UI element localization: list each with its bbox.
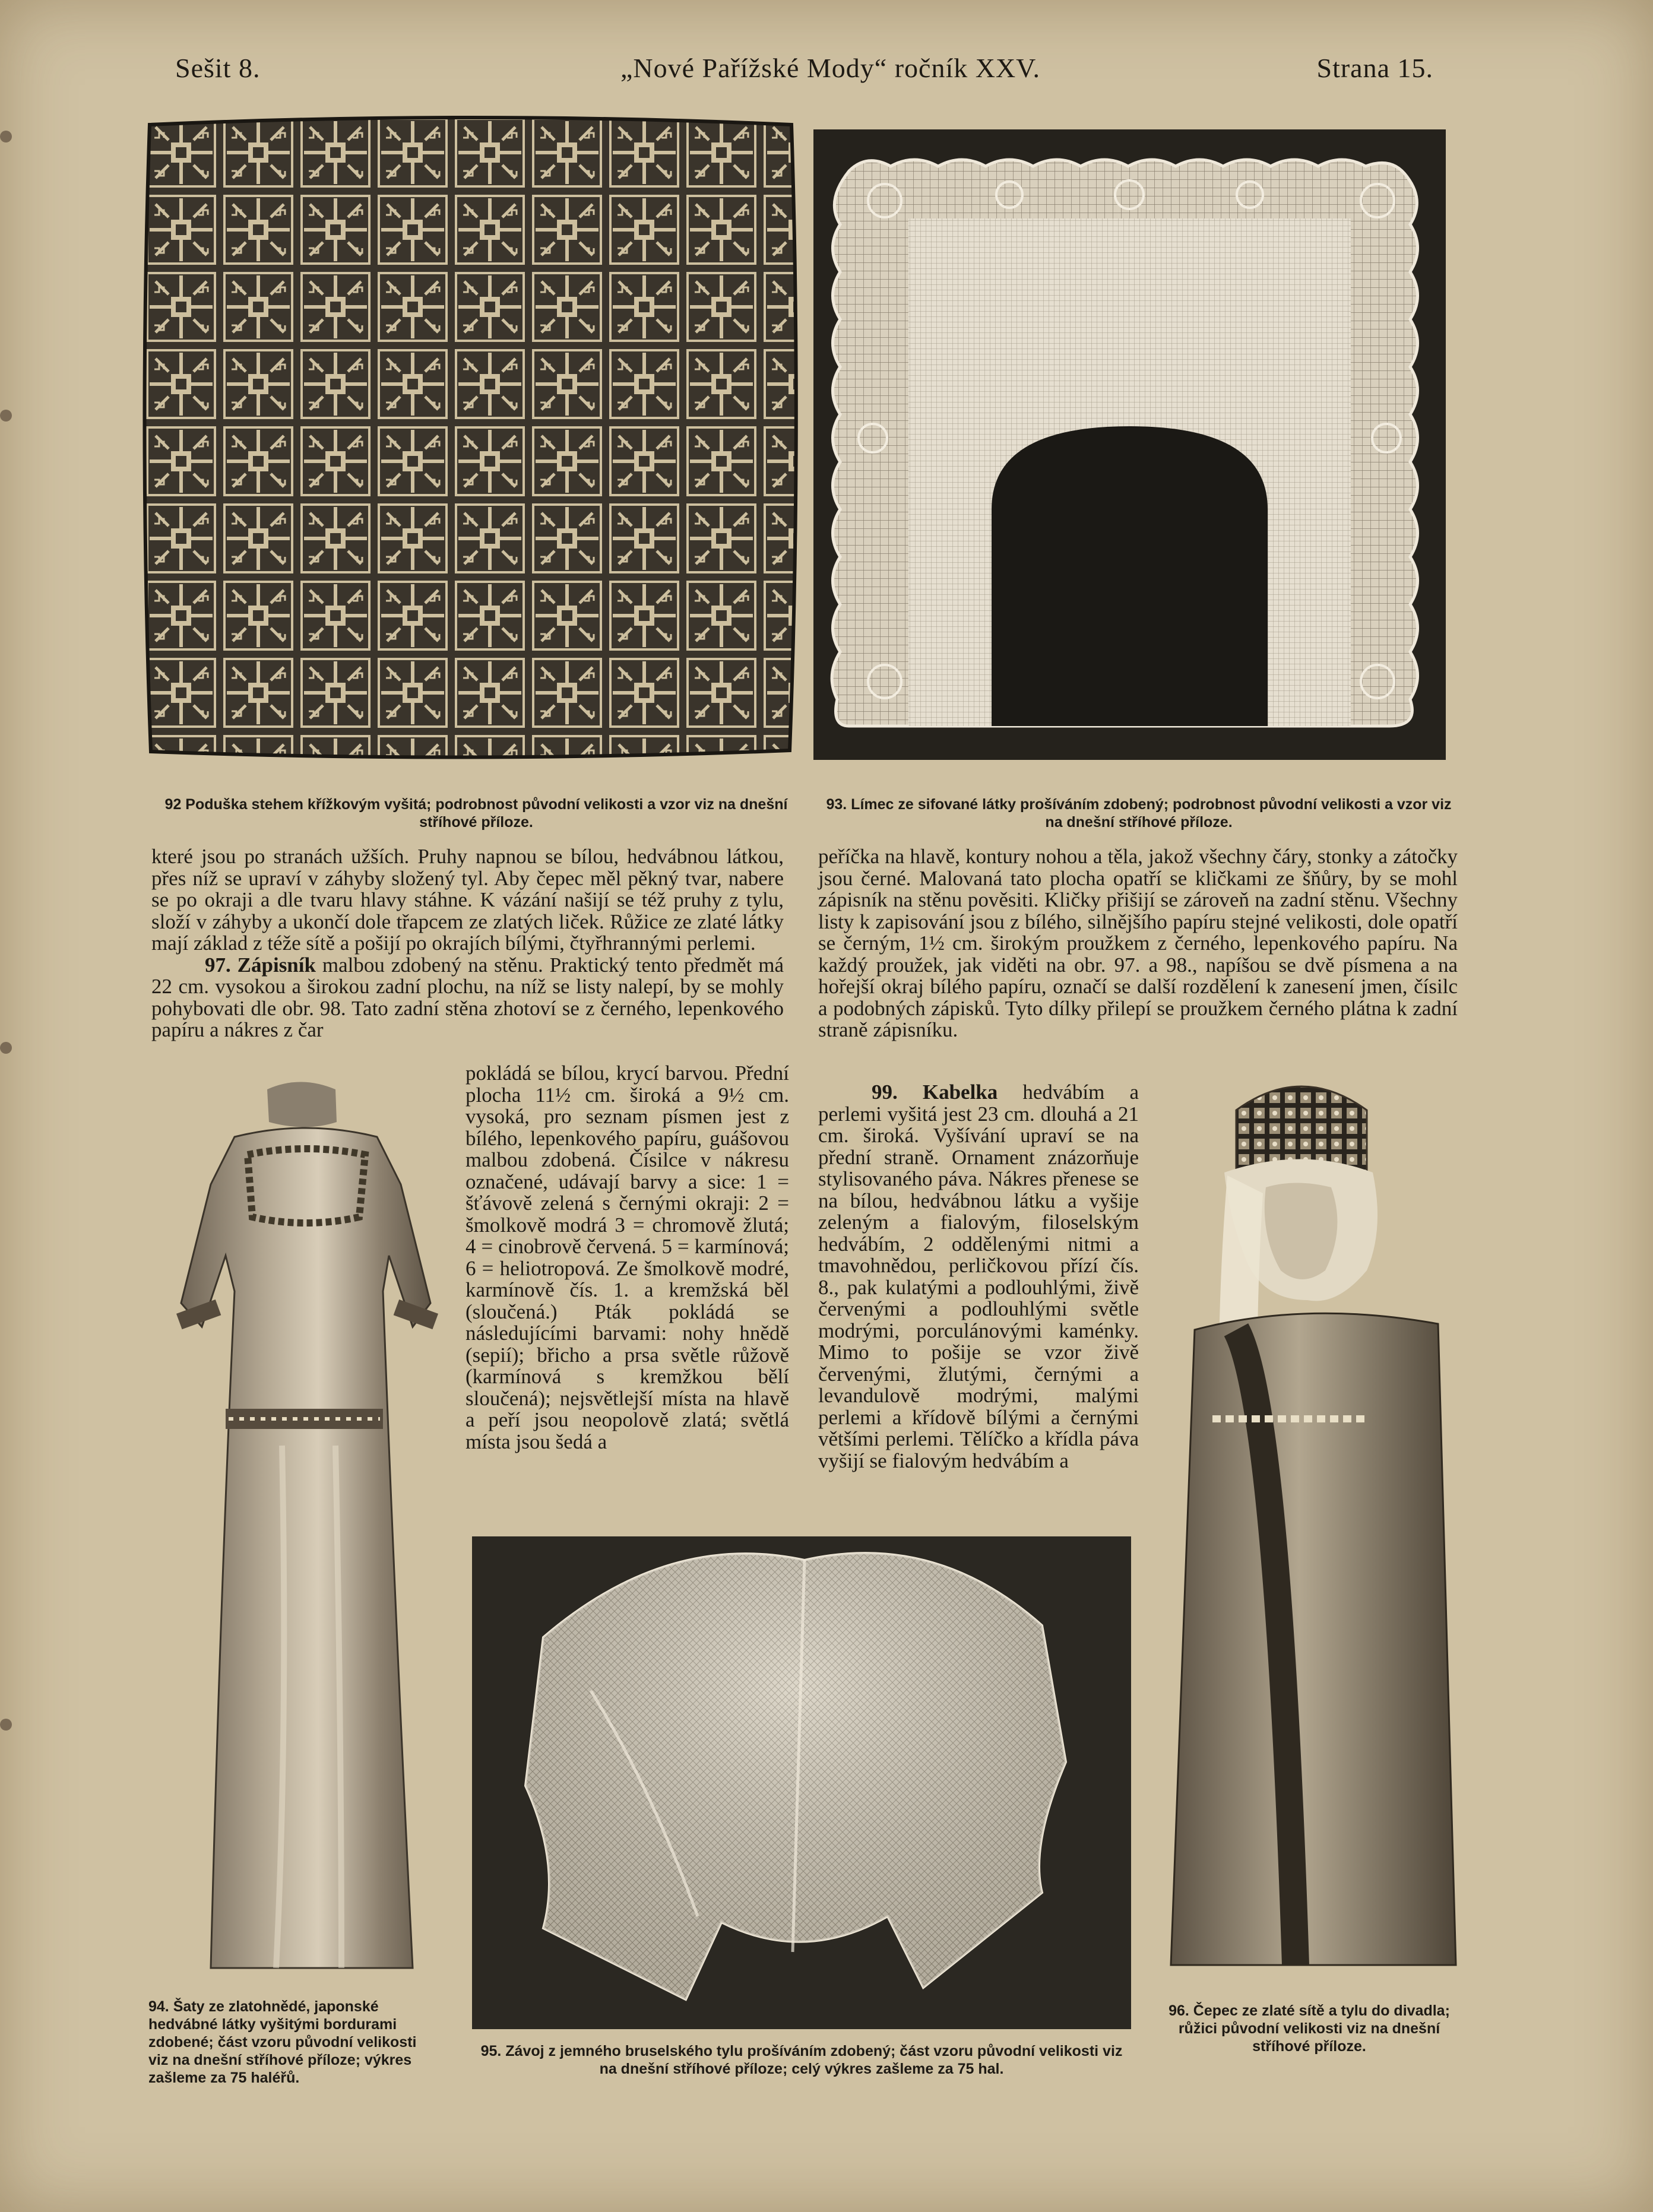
binding-hole: [0, 1719, 12, 1731]
binding-hole: [0, 1042, 12, 1054]
header-issue: Sešit 8.: [175, 53, 261, 83]
figure-caption-94: 94. Šaty ze zlatohnědé, japonské hedvábné látky vyšitými bordurami zdobené; část vzoru původní velikosti viz na dnešní stříhové příloze; výkres zašleme za 75 haléřů.: [148, 1998, 417, 2086]
theatre-cap-illustration: [1159, 1075, 1468, 1983]
figure-caption-93: 93. Límec ze sifované látky prošíváním zdobený; podrobnost původní velikosti a vzor viz na dnešní stříhové příloze.: [826, 796, 1452, 831]
header-page-number: Strana 15.: [1316, 53, 1433, 83]
item-body-99: hedvábím a perlemi vyšitá jest 23 cm. dlouhá a 21 cm. široká. Vyšívání upraví se na přední straně. Ornament znázorňuje stylisovaného páva. Nákres přenese se na bílou, hedvábnou látku a vyšije zeleným a fialovým, filoselským hedvábím, 2 oddělenými nitmi a tmavohnědou, perličkovou přízí čís. 8., pak kulatými a podlouhlými, živě červenými a podlouhlými světle modrými, porculánovými kaménky. Mimo to pošije se vzor živě červenými, žlutými, černými a levandulově modrými, malými perlemi a křídově bílými a černými většími perlemi. Tělíčko a křídla páva vyšijí se fialovým hedvábím a: [818, 1080, 1139, 1472]
article-text-middle-column: pokládá se bílou, krycí barvou. Přední plocha 11½ cm. široká a 9½ cm. vysoká, pro seznam písmen jest z bílého, lepenkového papíru, guášovou malbou zdobená. Čísilce v nákresu označené, udávají barvy a sice: 1 = šťávově zelená s černými okraji: 2 = šmolkově modrá 3 = chromově žlutá; 4 = cinobrově červená. 5 = karmínová; 6 = heliotropová. Ze šmolkově modré, karmínově čís. 1. a kremžská běl (sloučená.) Pták pokládá se následujícími barvami: nohy hnědě (sepií); břicho a prsa světle růžově (karmínová s kremžkou bělí sloučená); nejsvětlejší místa na hlavě a peří jsou neopolově zlatá; světlá místa jsou šedá a: [466, 1061, 789, 1453]
binding-hole: [0, 131, 12, 142]
paragraph-cepec-continued: které jsou po stranách užších. Pruhy napnou se bílou, hedvábnou látkou, přes níž se upraví v záhyby složený tyl. Aby čepec měl pěkný tvar, nabere se po okraji a dle tvaru hlavy stáhne. K vázání našijí se též pruhy z tylu, složí v záhyby a ukončí dole třapcem ze zlatých liček. Růžice ze zlaté látky mají základ z téže sítě a pošijí po okrajích bílými, čtyřhrannými perlemi.: [151, 845, 784, 955]
paragraph-97: [151, 955, 784, 1041]
article-text-block: [151, 846, 784, 1041]
figure-caption-95: 95. Závoj z jemného bruselského tylu prošíváním zdobený; část vzoru původní velikosti viz na dnešní stříhové příloze; celý výkres zašleme za 75 hal.: [480, 2043, 1123, 2077]
figure-caption-96: 96. Čepec ze zlaté sítě a tylu do divadla; růžici původní velikosti viz na dnešní stříhové příloze.: [1168, 2002, 1450, 2055]
item-heading-97: 97. Zápisník: [205, 953, 316, 977]
article-text-right-column: peříčka na hlavě, kontury nohou a těla, jakož všechny čáry, stonky a zátočky jsou černé. Malovaná tato plocha opatří se kličkami ze šňůry, by se mohl zápisník na stěnu pověsiti. Kličky přišijí se zároveň na zadní stěnu. Všechny listy k zapisování jsou z bílého, silnějšího papíru stejné velikosti, dole opatří se černým, 1½ cm. širokým proužkem z černého, lepenkového papíru. Na každý proužek, jak viděti na obr. 97. a 98., napíšou se dvě písmena a na hořejší okraj bílého papíru, označí se další rozdělení k zanesení jmen, čísilc a podobných zápisků. Tyto dílky přilepí se proužkem černého plátna k zadní straně zápisníku.: [818, 845, 1458, 1041]
binding-hole: [0, 410, 12, 422]
figure-caption-92: 92 Poduška stehem křížkovým vyšitá; podrobnost původní velikosti a vzor viz na dnešní stříhové příloze.: [164, 796, 788, 831]
item-heading-99: 99. Kabelka: [872, 1080, 998, 1104]
item-body-97: malbou zdobený na stěnu. Praktický tento předmět má 22 cm. vysokou a širokou zadní plochu, na níž se listy nalepí, by se mohly pohybovati dle obr. 98. Tato zadní stěna zhotoví se z černého, lepenkového papíru a nákres z čar: [151, 953, 784, 1041]
veil-illustration: [472, 1536, 1131, 2029]
paragraph-99: [818, 1082, 1139, 1472]
dress-illustration: [145, 1078, 466, 1986]
collar-illustration: [813, 129, 1446, 760]
header-journal-title: „Nové Pařížské Mody“ ročník XXV.: [620, 53, 1040, 83]
cushion-illustration: [142, 114, 799, 761]
